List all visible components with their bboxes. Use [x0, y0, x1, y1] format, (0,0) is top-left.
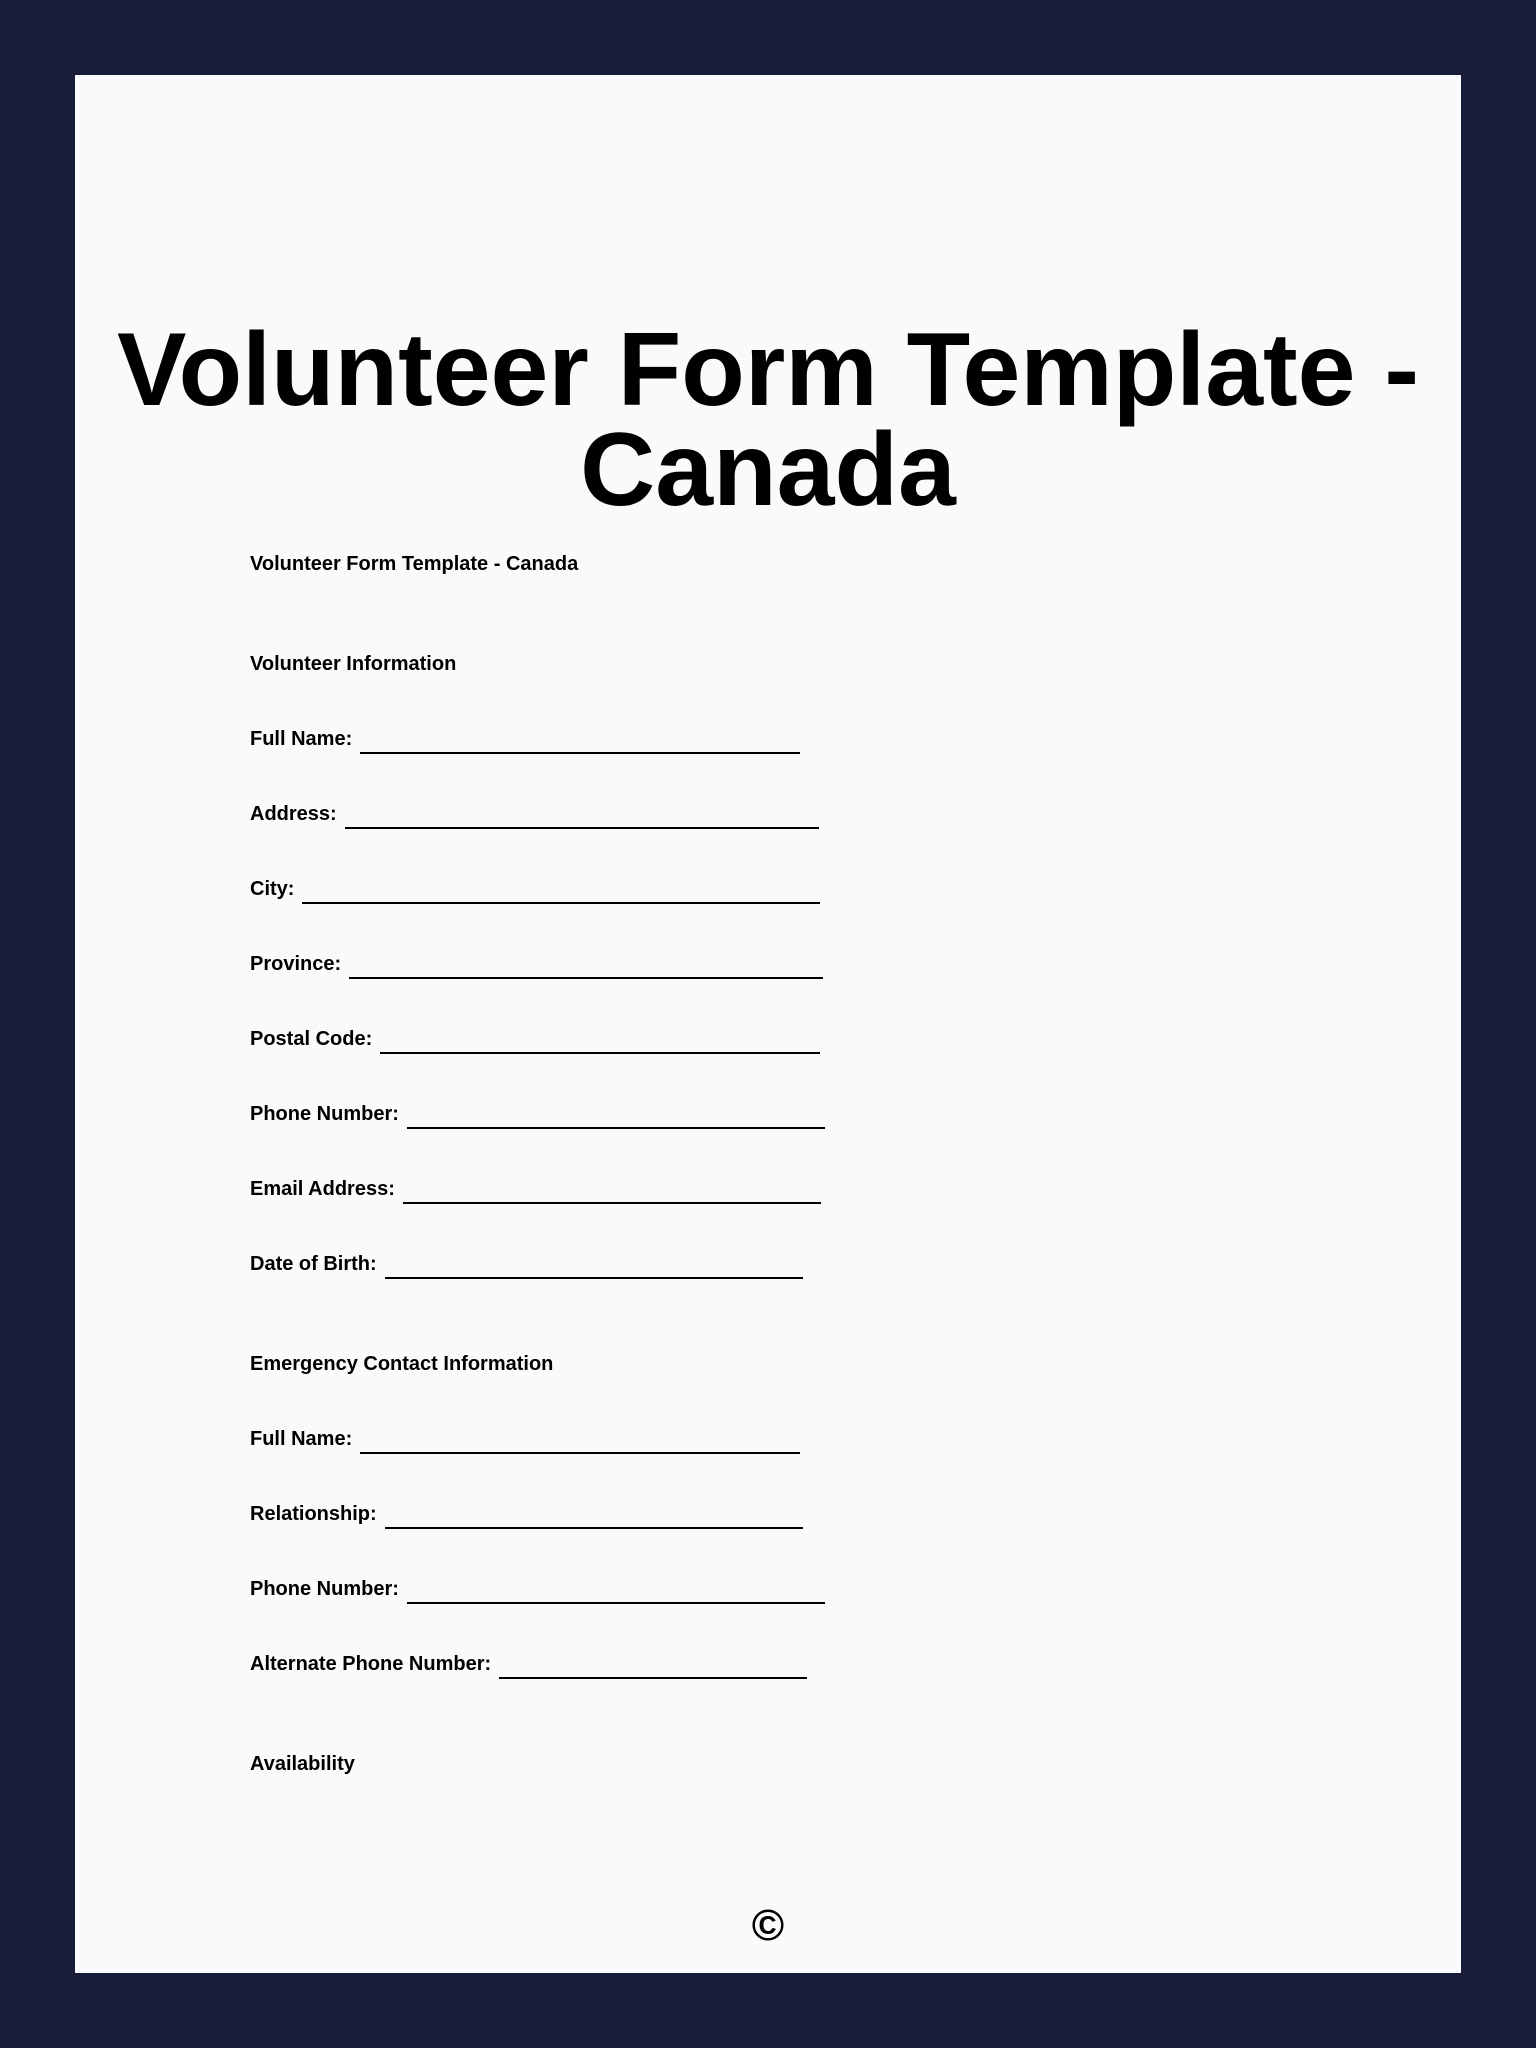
emergency-full-name-field[interactable]	[250, 1427, 800, 1451]
volunteer-city-field[interactable]	[250, 877, 820, 901]
availability-heading: Availability	[250, 1753, 355, 1775]
field-label: Full Name:	[250, 1428, 353, 1450]
emergency-relationship-field[interactable]	[250, 1502, 803, 1526]
form-page	[75, 75, 1461, 1973]
fill-in-line[interactable]	[349, 977, 823, 979]
volunteer-postal-code-field[interactable]	[250, 1027, 820, 1051]
field-label: Date of Birth:	[250, 1253, 377, 1275]
fill-in-line[interactable]	[302, 902, 820, 904]
emergency-contact-heading: Emergency Contact Information	[250, 1353, 554, 1375]
copyright-symbol: ©	[751, 1901, 785, 1950]
field-label: Phone Number:	[250, 1578, 399, 1600]
fill-in-line[interactable]	[380, 1052, 820, 1054]
fill-in-line[interactable]	[360, 752, 800, 754]
volunteer-email-address-field[interactable]	[250, 1177, 821, 1201]
volunteer-phone-number-field[interactable]	[250, 1102, 825, 1126]
field-label: Postal Code:	[250, 1028, 373, 1050]
document-title-line: Volunteer Form Template - Canada	[250, 553, 579, 575]
volunteer-date-of-birth-field[interactable]	[250, 1252, 803, 1276]
volunteer-province-field[interactable]	[250, 952, 823, 976]
fill-in-line[interactable]	[385, 1277, 803, 1279]
volunteer-information-heading: Volunteer Information	[250, 653, 457, 675]
field-label: City:	[250, 878, 295, 900]
field-label: Address:	[250, 803, 337, 825]
page-title: Volunteer Form Template - Canada	[116, 312, 1420, 528]
volunteer-full-name-field[interactable]	[250, 727, 800, 751]
field-label: Email Address:	[250, 1178, 395, 1200]
volunteer-address-field[interactable]	[250, 802, 819, 826]
fill-in-line[interactable]	[360, 1452, 800, 1454]
fill-in-line[interactable]	[499, 1677, 807, 1679]
fill-in-line[interactable]	[407, 1127, 825, 1129]
field-label: Relationship:	[250, 1503, 377, 1525]
field-label: Phone Number:	[250, 1103, 399, 1125]
fill-in-line[interactable]	[385, 1527, 803, 1529]
field-label: Alternate Phone Number:	[250, 1653, 492, 1675]
emergency-phone-number-field[interactable]	[250, 1577, 825, 1601]
fill-in-line[interactable]	[407, 1602, 825, 1604]
fill-in-line[interactable]	[345, 827, 819, 829]
emergency-alternate-phone-field[interactable]	[250, 1652, 807, 1676]
field-label: Full Name:	[250, 728, 353, 750]
field-label: Province:	[250, 953, 342, 975]
fill-in-line[interactable]	[403, 1202, 821, 1204]
